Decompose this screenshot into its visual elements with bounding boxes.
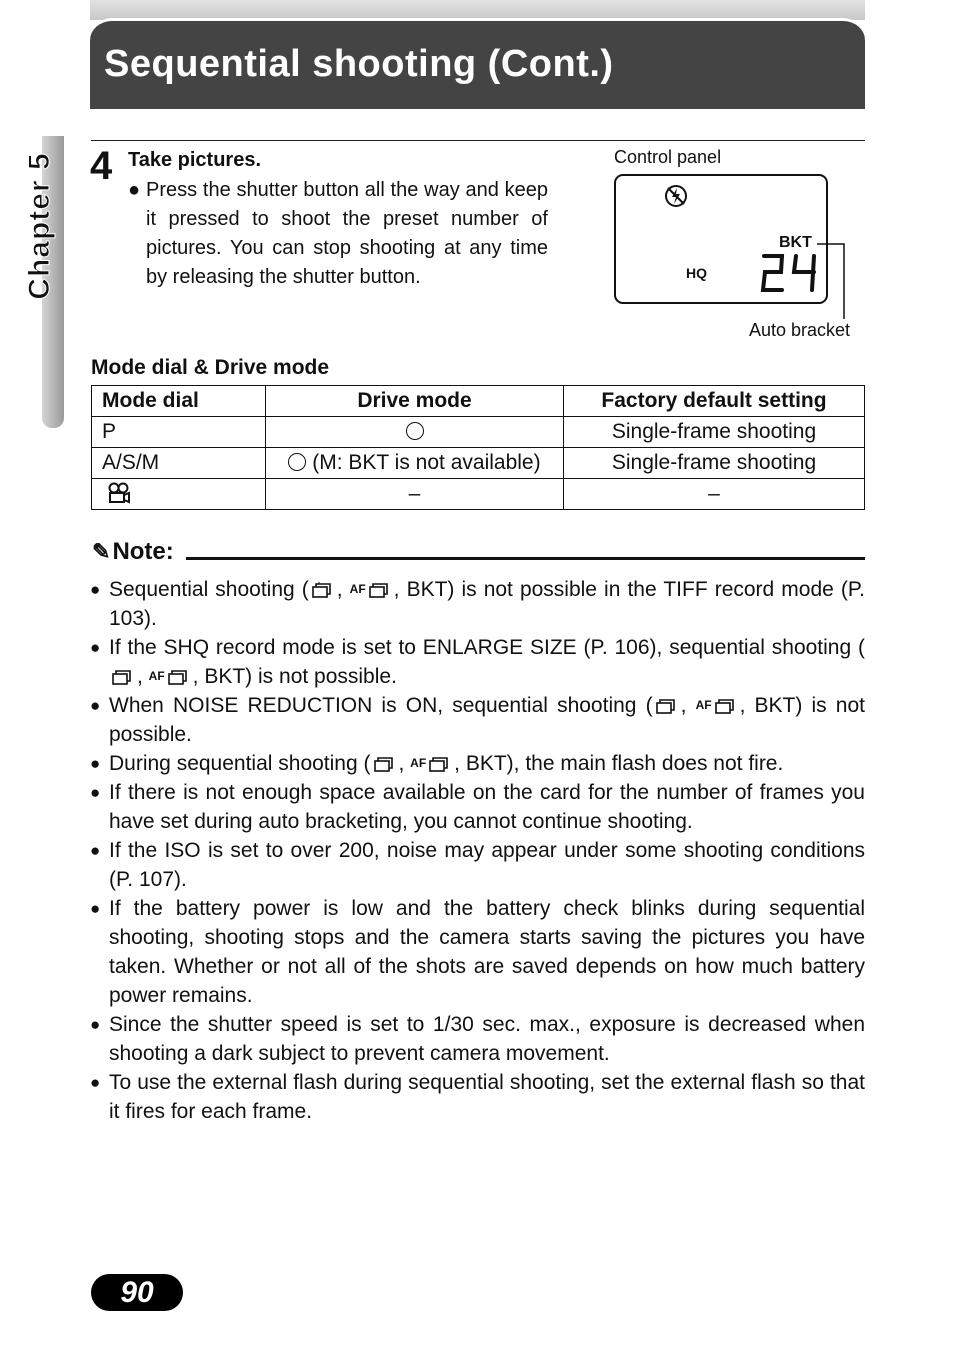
bullet-icon: ●	[90, 754, 101, 773]
bullet-icon: ●	[90, 841, 101, 860]
step-body-text: Press the shutter button all the way and keep it pressed to shoot the preset number of pictures. You can stop shooting at any time by releasing the shutter button.	[146, 179, 548, 288]
auto-bracket-leader-line	[817, 243, 845, 319]
note-text: During sequential shooting (	[109, 752, 371, 775]
bkt-indicator: BKT	[779, 234, 812, 251]
default-cell: Single-frame shooting	[564, 448, 865, 479]
bullet-icon: ●	[90, 899, 101, 918]
note-text: Sequential shooting (	[109, 578, 309, 601]
note-text: , BKT) is not possible.	[192, 665, 397, 688]
list-item	[90, 894, 865, 1010]
note-text: , BKT) is not possible in the TIFF record mode (P. 103).	[109, 578, 866, 630]
step-title: Take pictures.	[128, 149, 262, 171]
page-title: Sequential shooting (Cont.)	[104, 43, 614, 85]
header-mode-dial: Mode dial	[92, 386, 266, 417]
note-text: , BKT) is not possible.	[109, 694, 866, 746]
note-text: ,	[398, 752, 411, 775]
list-item	[90, 575, 865, 633]
note-text: If the SHQ record mode is set to ENLARGE SIZE (P. 106), sequential shooting (	[109, 636, 865, 659]
sequential-icon	[312, 582, 334, 598]
single-frame-icon	[288, 453, 306, 471]
page-number: 90	[91, 1274, 183, 1311]
frame-count-digits	[756, 250, 822, 296]
header-drive-mode: Drive mode	[266, 386, 564, 417]
list-item	[90, 1010, 865, 1068]
af-sequential-icon	[429, 756, 451, 772]
af-sequential-icon	[369, 582, 391, 598]
note-text: ,	[680, 694, 696, 717]
note-text: When NOISE REDUCTION is ON, sequential shooting (	[109, 694, 653, 717]
bullet-icon: ●	[90, 783, 101, 802]
af-sequential-icon	[715, 698, 737, 714]
drive-cell	[266, 448, 564, 479]
chapter-label	[18, 148, 62, 308]
note-text: If the battery power is low and the battery check blinks during sequential shooting, shooting stops and the camera starts saving the pictures you have taken. Whether or not all of the shots are saved depends on how much battery power remains.	[109, 897, 865, 1007]
control-panel-label: Control panel	[614, 147, 722, 167]
bullet-icon: ●	[90, 696, 101, 715]
note-text: ,	[137, 665, 149, 688]
table-title: Mode dial & Drive mode	[91, 356, 330, 379]
bullet-icon: ●	[128, 179, 141, 201]
note-text: Since the shutter speed is set to 1/30 sec. max., exposure is decreased when shooting a dark subject to prevent camera movement.	[109, 1013, 865, 1065]
table-row	[92, 417, 865, 448]
drive-cell: –	[266, 479, 564, 510]
header-banner	[90, 0, 865, 106]
mode-cell: P	[92, 417, 266, 448]
bullet-icon: ●	[90, 580, 101, 599]
chapter-label-text: Chapter 5	[23, 152, 56, 300]
hq-indicator: HQ	[686, 265, 707, 281]
default-cell: –	[564, 479, 865, 510]
movie-mode-icon	[106, 482, 132, 504]
sequential-icon	[374, 756, 396, 772]
note-text: If the ISO is set to over 200, noise may appear under some shooting conditions (P. 107).	[109, 839, 865, 891]
pencil-icon: ✎	[92, 539, 111, 564]
af-label: AF	[410, 756, 427, 770]
af-sequential-icon	[168, 669, 190, 685]
note-text: To use the external flash during sequential shooting, set the external flash so that it fires for each frame.	[109, 1071, 865, 1123]
top-divider	[91, 140, 865, 141]
flash-off-icon	[664, 184, 688, 208]
drive-cell	[266, 417, 564, 448]
note-title: Note:	[112, 538, 174, 565]
header-bar	[90, 18, 865, 109]
af-label: AF	[148, 669, 165, 683]
step-body	[128, 176, 548, 292]
single-frame-icon	[406, 422, 424, 440]
note-divider	[186, 557, 865, 560]
table-row	[92, 448, 865, 479]
auto-bracket-label: Auto bracket	[749, 320, 851, 340]
note-heading	[92, 538, 174, 566]
mode-cell	[92, 479, 266, 510]
list-item	[90, 633, 865, 691]
step-number: 4	[90, 144, 113, 188]
sequential-icon	[656, 698, 678, 714]
mode-cell: A/S/M	[92, 448, 266, 479]
bullet-icon: ●	[90, 1015, 101, 1034]
sequential-icon	[112, 669, 134, 685]
table-header-row	[92, 386, 865, 417]
list-item	[90, 691, 865, 749]
af-label: AF	[349, 582, 366, 596]
list-item	[90, 836, 865, 894]
header-factory-default: Factory default setting	[564, 386, 865, 417]
note-text: , BKT), the main flash does not fire.	[454, 752, 784, 775]
default-cell: Single-frame shooting	[564, 417, 865, 448]
list-item	[90, 778, 865, 836]
af-label: AF	[695, 698, 712, 712]
bullet-icon: ●	[90, 638, 101, 657]
drive-note: (M: BKT is not available)	[312, 451, 541, 474]
list-item	[90, 749, 865, 778]
note-list	[90, 575, 865, 1126]
note-text: If there is not enough space available on the card for the number of frames you have set during auto bracketing, you cannot continue shooting.	[109, 781, 865, 833]
list-item	[90, 1068, 865, 1126]
note-text: ,	[336, 578, 350, 601]
table-row	[92, 479, 865, 510]
mode-table	[91, 385, 865, 510]
bullet-icon: ●	[90, 1073, 101, 1092]
